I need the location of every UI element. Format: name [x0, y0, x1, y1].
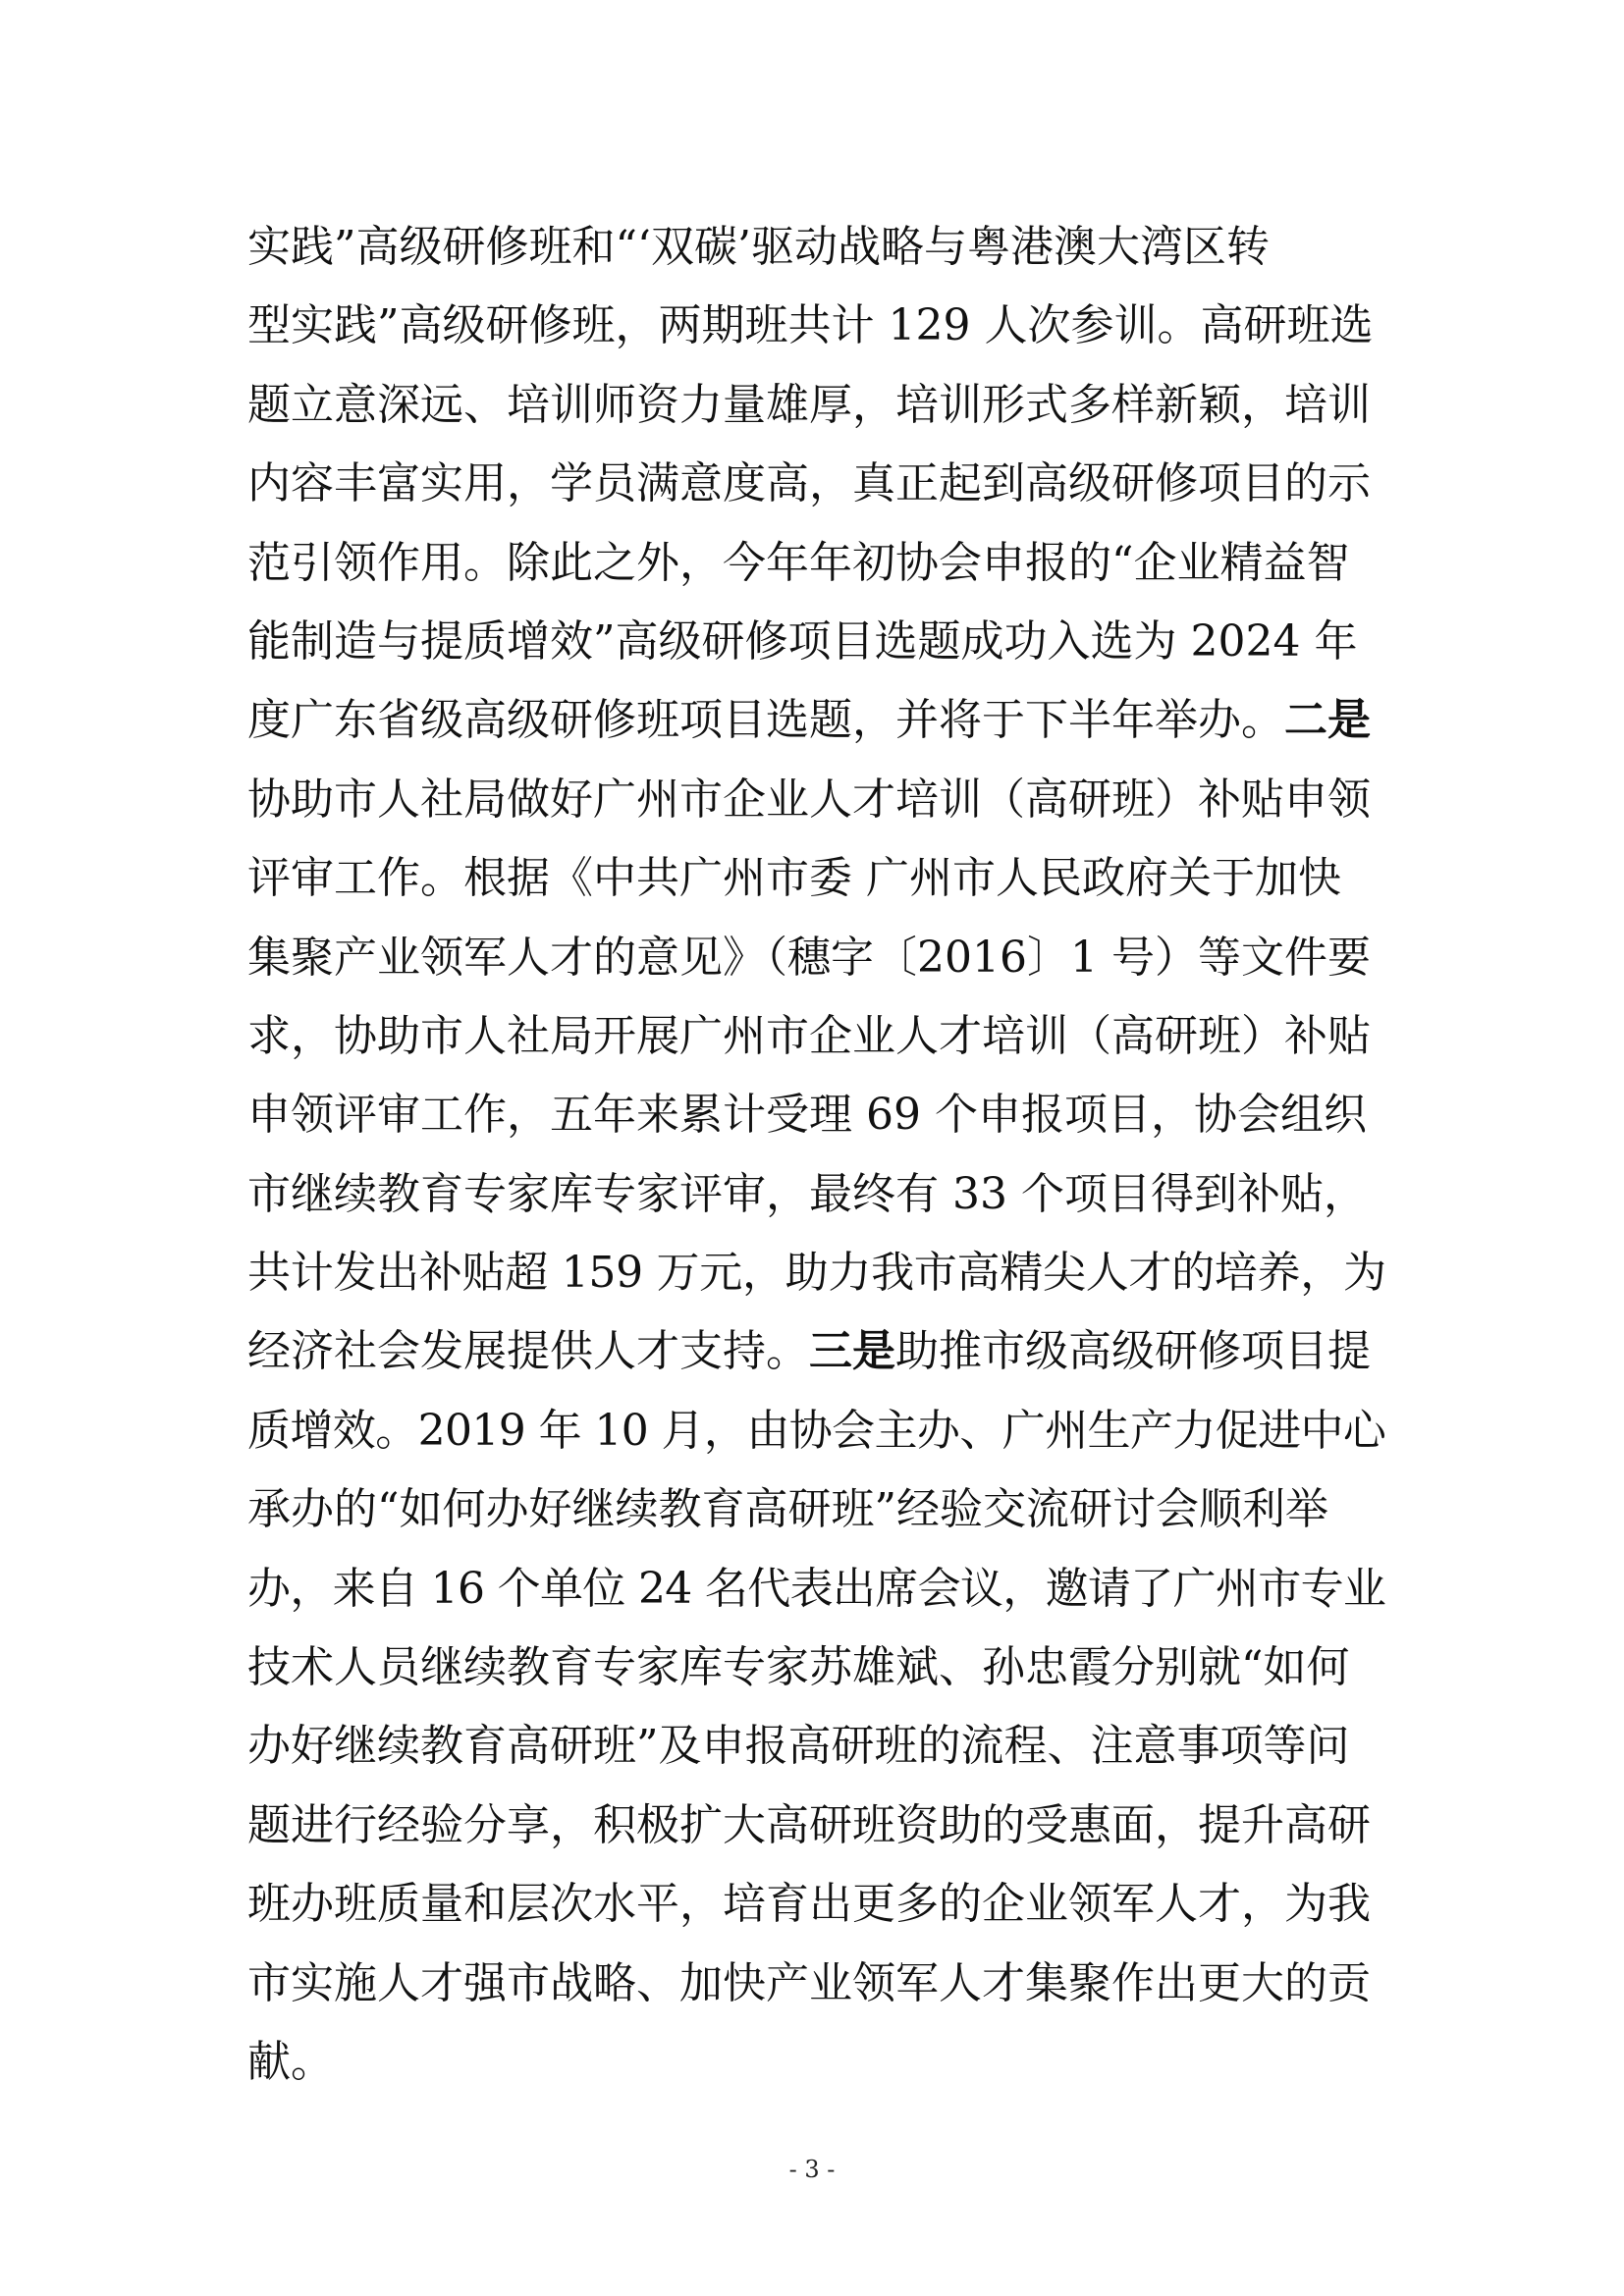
line-text: 评审工作。根据《中共广州市委 广州市人民政府关于加快	[247, 853, 1341, 904]
text-line	[247, 997, 1386, 1076]
text-line	[247, 1945, 1386, 2023]
emphasis-text: 二是	[1284, 695, 1371, 746]
line-text: 办，来自 16 个单位 24 名代表出席会议，邀请了广州市专业	[247, 1563, 1386, 1614]
text-line	[247, 1865, 1386, 1944]
line-text: 班办班质量和层次水平，培育出更多的企业领军人才，为我	[247, 1879, 1371, 1930]
page-number: - 3 -	[788, 2156, 836, 2183]
text-line	[247, 1550, 1386, 1629]
line-text: 申领评审工作，五年来累计受理 69 个申报项目，协会组织	[247, 1090, 1367, 1141]
line-text: 助推市级高级研修项目提	[895, 1326, 1371, 1377]
line-text: 型实践”高级研修班，两期班共计 129 人次参训。高研班选	[247, 300, 1374, 351]
text-line	[247, 919, 1386, 997]
text-line	[247, 524, 1386, 603]
text-line	[247, 366, 1386, 445]
line-text: 范引领作用。除此之外，今年年初协会申报的“企业精益智	[247, 537, 1350, 588]
text-line	[247, 681, 1386, 760]
line-text: 集聚产业领军人才的意见》（穗字〔2016〕1 号）等文件要	[247, 932, 1371, 983]
line-text: 求，协助市人社局开展广州市企业人才培训（高研班）补贴	[247, 1010, 1371, 1061]
line-text: 内容丰富实用，学员满意度高，真正起到高级研修项目的示	[247, 458, 1371, 509]
text-line	[247, 761, 1386, 839]
text-line	[247, 1155, 1386, 1234]
line-text: 技术人员继续教育专家库专家苏雄斌、孙忠霞分别就“如何	[247, 1642, 1350, 1693]
body-text	[247, 208, 1386, 2102]
text-line	[247, 1312, 1386, 1391]
text-line	[247, 603, 1386, 681]
text-line	[247, 1234, 1386, 1312]
line-text: 题进行经验分享，积极扩大高研班资助的受惠面，提升高研	[247, 1799, 1371, 1850]
text-line	[247, 1629, 1386, 1707]
line-text: 质增效。2019 年 10 月，由协会主办、广州生产力促进中心	[247, 1405, 1386, 1456]
line-text: 能制造与提质增效”高级研修项目选题成功入选为 2024 年	[247, 615, 1358, 667]
text-line	[247, 445, 1386, 523]
line-text: 市实施人才强市战略、加快产业领军人才集聚作出更大的贡	[247, 1957, 1371, 2008]
text-line	[247, 839, 1386, 918]
text-line	[247, 2023, 1386, 2102]
text-line	[247, 208, 1386, 287]
line-text: 办好继续教育高研班”及申报高研班的流程、注意事项等问	[247, 1721, 1350, 1772]
text-line	[247, 1392, 1386, 1470]
text-line	[247, 1707, 1386, 1786]
line-text: 实践”高级研修班和“‘双碳’驱动战略与粤港澳大湾区转	[247, 222, 1270, 272]
line-text: 承办的“如何办好继续教育高研班”经验交流研讨会顺利举	[247, 1484, 1328, 1535]
line-text: 题立意深远、培训师资力量雄厚，培训形式多样新颖，培训	[247, 379, 1371, 430]
emphasis-text: 三是	[809, 1326, 895, 1377]
line-text: 经济社会发展提供人才支持。	[247, 1326, 809, 1377]
text-line	[247, 1076, 1386, 1154]
line-text: 市继续教育专家库专家评审，最终有 33 个项目得到补贴，	[247, 1168, 1367, 1219]
text-line	[247, 287, 1386, 365]
text-line	[247, 1470, 1386, 1549]
line-text: 协助市人社局做好广州市企业人才培训（高研班）补贴申领	[247, 774, 1371, 825]
line-text: 度广东省级高级研修班项目选题，并将于下半年举办。	[247, 695, 1284, 746]
line-text: 献。	[247, 2036, 334, 2087]
line-text: 共计发出补贴超 159 万元，助力我市高精尖人才的培养，为	[247, 1248, 1386, 1299]
text-line	[247, 1787, 1386, 1865]
